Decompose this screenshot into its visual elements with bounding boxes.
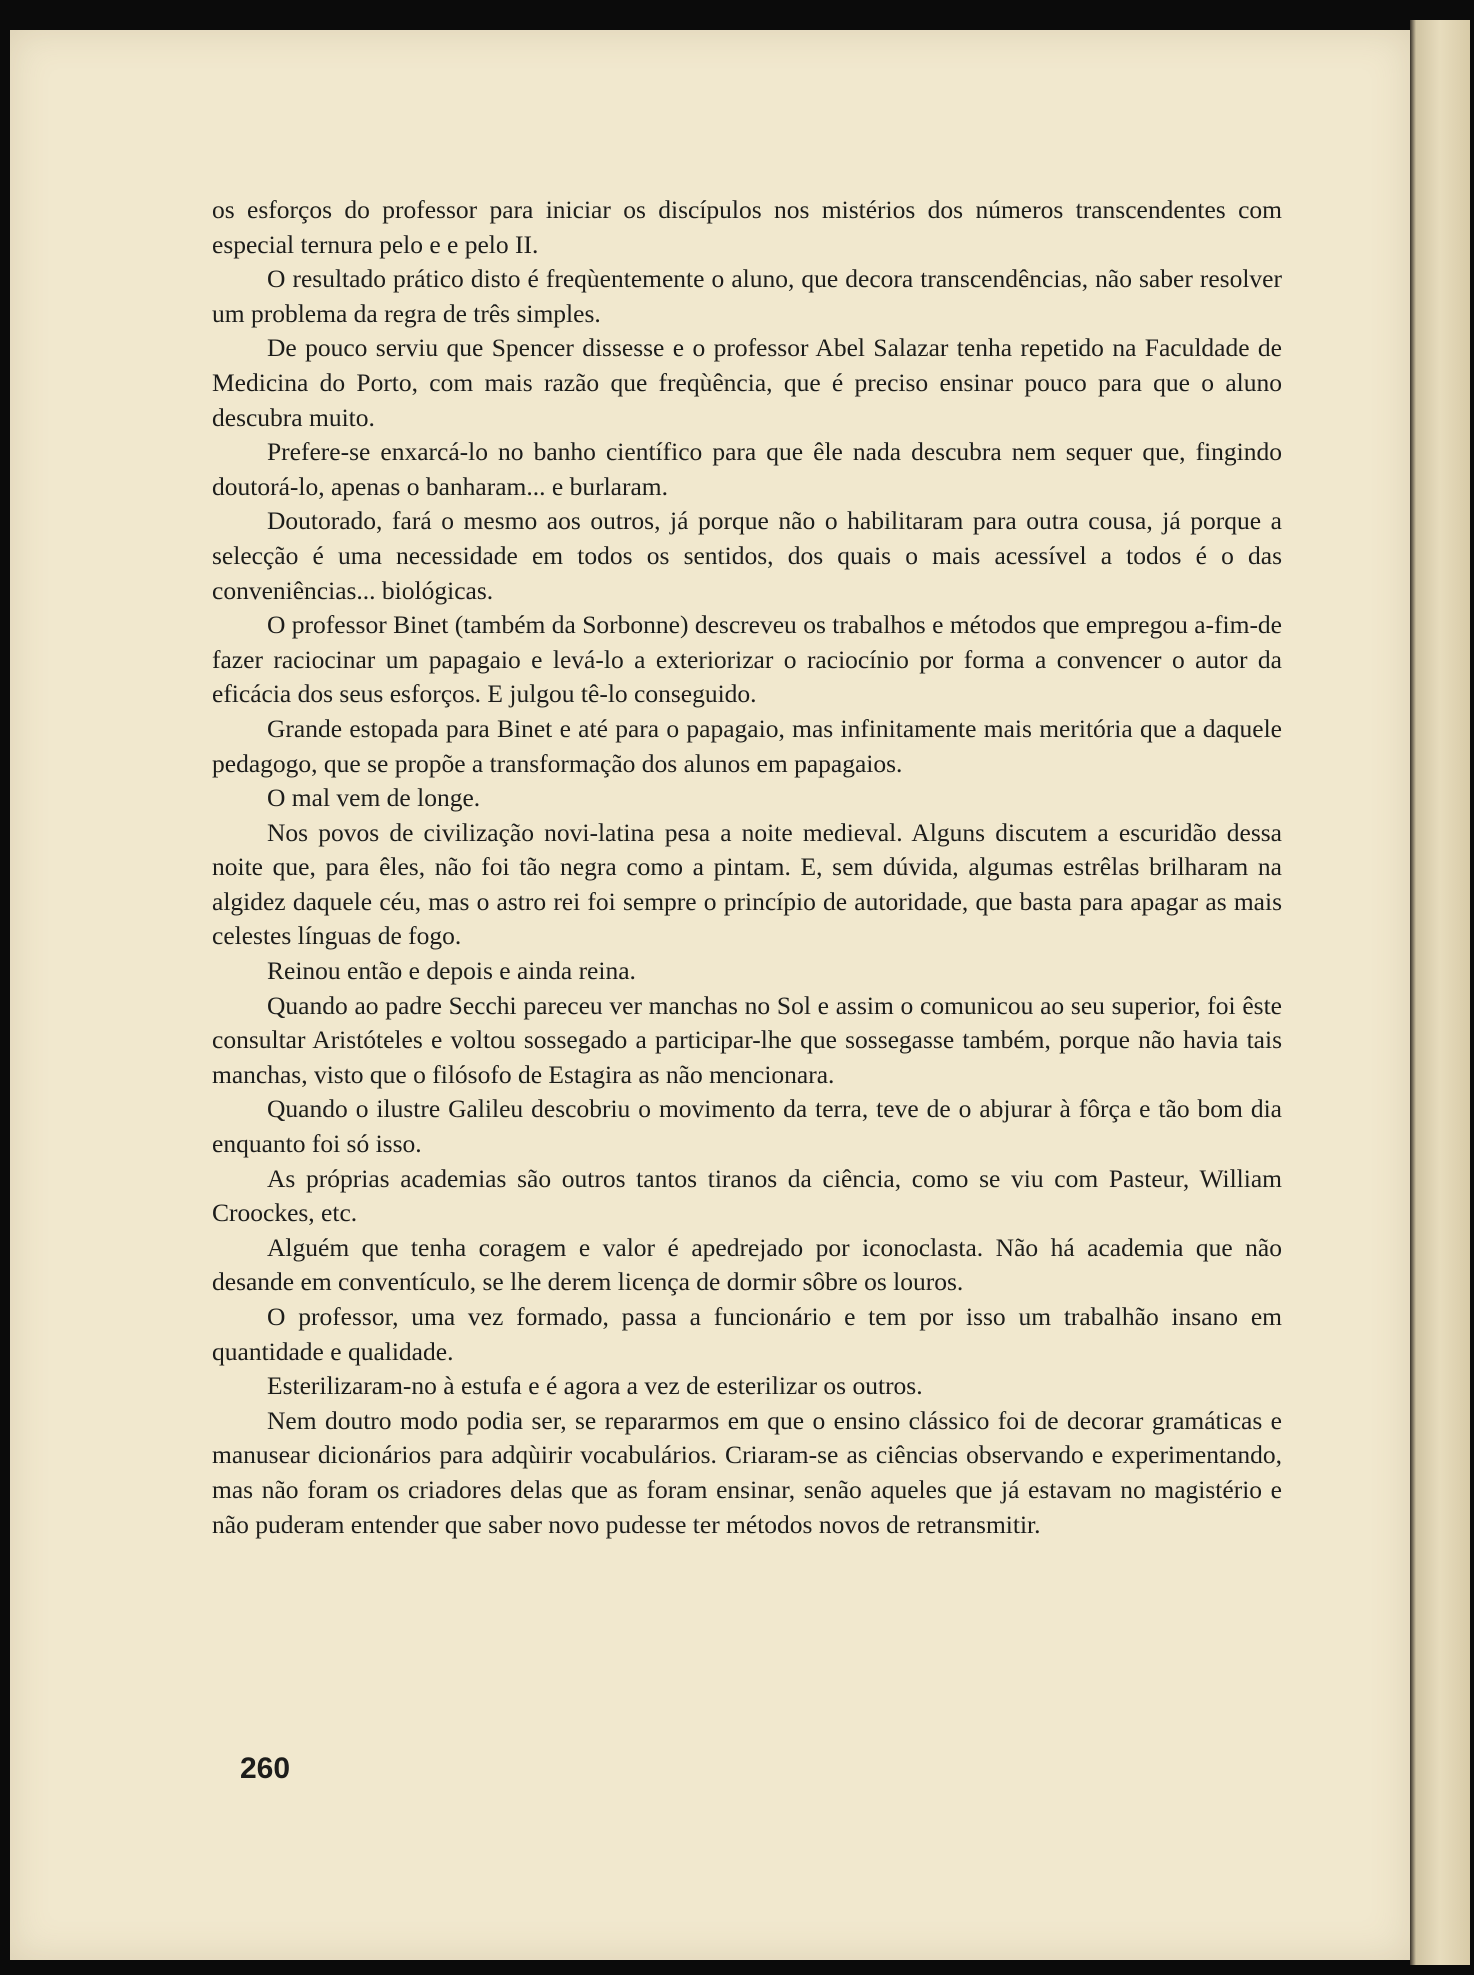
paragraph: O professor Binet (também da Sorbonne) descreveu os trabalhos e métodos que empregou a-fim-de fazer raciocinar um papagaio e levá-lo a exteriorizar o raciocínio por forma a convencer o autor da eficácia dos seus esforços. E julgou tê-lo conseguido. <box>212 610 1282 709</box>
paragraph: O mal vem de longe. <box>267 783 481 813</box>
paragraph: Esterilizaram-no à estufa e é agora a vez de esterilizar os outros. <box>267 1371 923 1401</box>
paragraph: O professor, uma vez formado, passa a funcionário e tem por isso um trabalhão insano em quantidade e qualidade. <box>212 1302 1282 1366</box>
adjacent-page-edge <box>1410 20 1470 1965</box>
paragraph: Quando ao padre Secchi pareceu ver manchas no Sol e assim o comunicou ao seu superior, foi êste consultar Aristóteles e voltou sossegado a participar-lhe que sossegasse também, porque não havia tais manchas, visto que o filósofo de Estagira as não mencionara. <box>212 990 1282 1089</box>
paragraph: Quando o ilustre Galileu descobriu o movimento da terra, teve de o abjurar à fôrça e tão bom dia enquanto foi só isso. <box>212 1094 1282 1159</box>
body-text <box>212 193 1282 1542</box>
paragraph: De pouco serviu que Spencer dissesse e o professor Abel Salazar tenha repetido na Faculdade de Medicina do Porto, com mais razão que freqùência, que é preciso ensinar pouco para que o aluno descubra muito. <box>212 333 1282 432</box>
paragraph: Prefere-se enxarcá-lo no banho científico para que êle nada descubra nem sequer que, fingindo doutorá-lo, apenas o banharam... e burlaram. <box>212 437 1282 501</box>
paragraph: Doutorado, fará o mesmo aos outros, já porque não o habilitaram para outra cousa, já porque a selecção é uma necessidade em todos os sentidos, dos quais o mais acessível a todos é o das conveniências... biológicas. <box>212 506 1282 605</box>
paragraph: os esforços do professor para iniciar os discípulos nos mistérios dos números transcendentes com especial ternura pelo e e pelo II. <box>212 195 1282 259</box>
page-number: 260 <box>240 1752 291 1785</box>
paragraph: Grande estopada para Binet e até para o papagaio, mas infinitamente mais meritória que a daquele pedagogo, que se propõe a transformação dos alunos em papagaios. <box>212 713 1282 778</box>
paragraph: O resultado prático disto é freqùentemente o aluno, que decora transcendências, não saber resolver um problema da regra de três simples. <box>212 264 1282 328</box>
paragraph: Nem doutro modo podia ser, se repararmos em que o ensino clássico foi de decorar gramáticas e manusear dicionários para adqùirir vocabulários. Criaram-se as ciências observando e experimentando, mas não foram os criadores delas que as foram ensinar, senão aqueles que já estavam no magistério e não puderam entender que saber novo pudesse ter métodos novos de retransmitir. <box>212 1405 1282 1539</box>
paragraph: Alguém que tenha coragem e valor é apedrejado por iconoclasta. Não há academia que não desande em conventículo, se lhe derem licença de dormir sôbre os louros. <box>212 1232 1282 1297</box>
paragraph: Reinou então e depois e ainda reina. <box>267 956 636 986</box>
paragraph: As próprias academias são outros tantos tiranos da ciência, como se viu com Pasteur, William Croockes, etc. <box>212 1163 1282 1228</box>
paragraph: Nos povos de civilização novi-latina pesa a noite medieval. Alguns discutem a escuridão dessa noite que, para êles, não foi tão negra como a pintam. E, sem dúvida, algumas estrêlas brilharam na algidez daquele céu, mas o astro rei foi sempre o princípio de autoridade, que basta para apagar as mais celestes línguas de fogo. <box>212 817 1282 951</box>
